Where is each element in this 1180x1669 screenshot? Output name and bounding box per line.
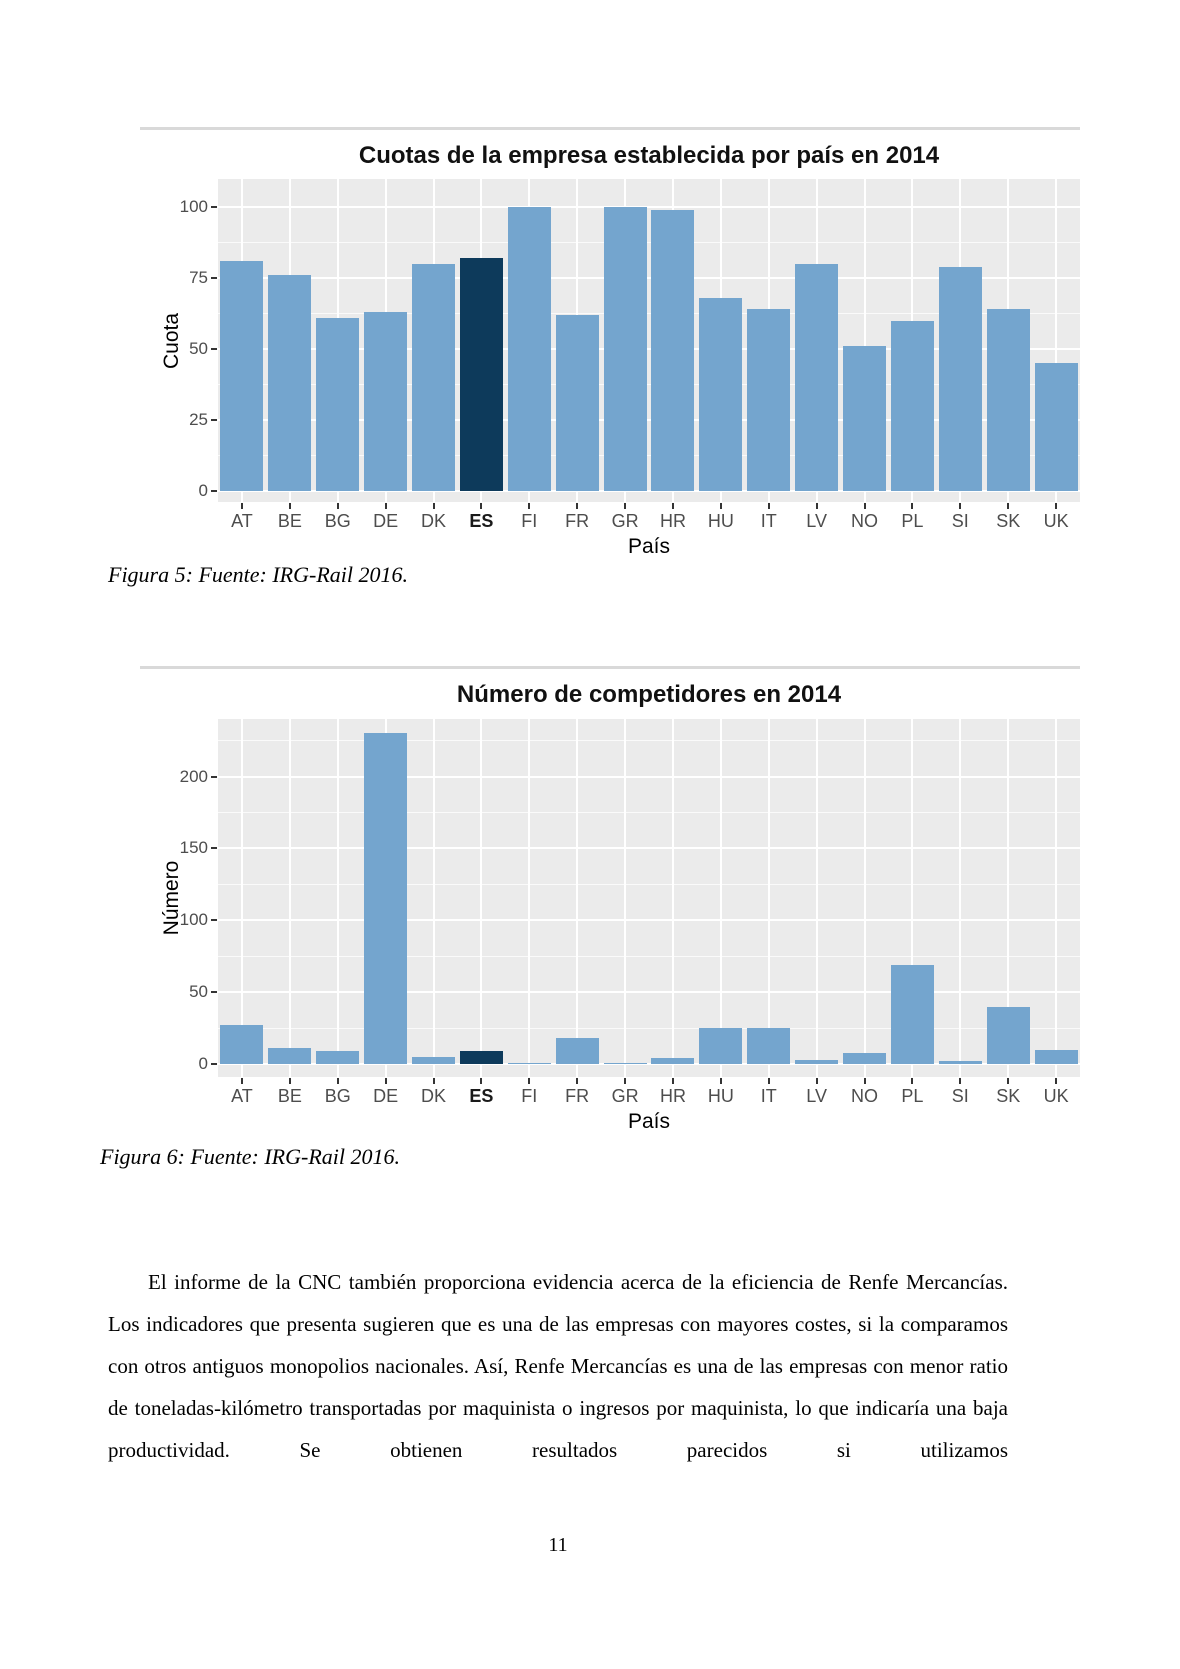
bar-HR [651,210,694,491]
bar-NO [843,1053,886,1065]
bar-BE [268,1048,311,1064]
bar-FI [508,1063,551,1064]
y-tick-mark [211,419,217,421]
v-gridline [864,719,866,1077]
v-gridline [337,719,339,1077]
bar-UK [1035,363,1078,491]
bar-DE [364,733,407,1064]
x-tick-mark [816,1078,818,1084]
x-tick-mark [337,1078,339,1084]
y-tick-label: 200 [179,766,208,786]
x-tick-mark [959,1078,961,1084]
y-tick-mark [211,919,217,921]
x-tick-mark [433,1078,435,1084]
v-gridline [816,719,818,1077]
bar-AT [220,261,263,491]
v-gridline [768,719,770,1077]
bar-FR [556,315,599,491]
x-tick-label-DK: DK [421,1086,447,1106]
bar-GR [604,1063,647,1064]
x-tick-label-IT: IT [760,1086,777,1106]
x-tick-label-GR: GR [611,1086,639,1106]
bar-ES [460,1051,503,1064]
minor-gridline [218,1028,1080,1029]
x-axis-labels [218,511,1080,532]
y-axis-title: Cuota [160,312,183,370]
v-gridline [624,719,626,1077]
x-tick-mark [1055,503,1057,509]
x-tick-mark [576,503,578,509]
major-gridline [218,847,1080,849]
bar-HR [651,1058,694,1064]
y-tick-mark [211,991,217,993]
y-tick-mark [211,1063,217,1065]
y-tick-mark [211,277,217,279]
bar-FI [508,207,551,491]
x-tick-mark [385,1078,387,1084]
x-tick-label-BG: BG [324,1086,351,1106]
x-tick-mark [289,1078,291,1084]
bar-SK [987,1007,1030,1065]
x-tick-label-LV: LV [806,511,827,531]
v-gridline [1055,719,1057,1077]
major-gridline [218,919,1080,921]
y-tick-mark [211,847,217,849]
v-gridline [720,719,722,1077]
bar-DE [364,312,407,491]
chart-title: Cuotas de la empresa establecida por país en 2014 [358,142,940,169]
x-tick-mark [241,503,243,509]
y-tick-mark [211,776,217,778]
y-tick-label: 0 [198,481,208,500]
x-tick-mark [528,503,530,509]
minor-gridline [218,812,1080,813]
v-gridline [576,719,578,1077]
bar-UK [1035,1050,1078,1064]
bar-PL [891,965,934,1064]
chart-panel [218,719,1080,1077]
x-tick-label-FR: FR [565,1086,590,1106]
bar-DK [412,1057,455,1064]
y-tick-label: 50 [189,982,208,1002]
x-tick-label-GR: GR [611,511,639,531]
y-tick-label: 100 [179,197,208,216]
x-tick-mark [911,503,913,509]
x-tick-mark [864,1078,866,1084]
body-paragraph: El informe de la CNC también proporciona evidencia acerca de la eficiencia de Renfe Mercancías. Los indicadores que presenta sugieren que es una de las empresas con mayores costes, si la comparamos con otros antiguos monopolios nacionales. Así, Renfe Mercancías es una de las empresas con menor ratio de toneladas-kilómetro transportadas por maquinista o ingresos por maquinista, lo que indicaría una baja productividad. Se obtienen resultados parecidos si utilizamos [108,1270,1008,1462]
major-gridline [218,776,1080,778]
minor-gridline [218,242,1080,243]
v-gridline [480,719,482,1077]
x-tick-label-ES: ES [469,1086,494,1106]
x-tick-label-FR: FR [565,511,590,531]
bar-GR [604,207,647,491]
x-tick-mark [241,1078,243,1084]
x-tick-label-AT: AT [231,511,253,531]
minor-gridline [218,740,1080,741]
x-tick-label-BE: BE [277,511,302,531]
x-tick-mark [528,1078,530,1084]
bar-BG [316,318,359,491]
minor-gridline [218,956,1080,957]
bar-HU [699,1028,742,1064]
bar-HU [699,298,742,491]
y-tick-label: 75 [189,268,208,287]
figure-5-caption: Figura 5: Fuente: IRG-Rail 2016. [108,562,408,587]
x-tick-label-HR: HR [659,511,686,531]
bar-LV [795,1060,838,1064]
y-tick-label: 50 [189,339,208,358]
x-axis-title: País [627,1110,671,1133]
x-tick-label-BE: BE [277,1086,302,1106]
x-tick-mark [433,503,435,509]
x-tick-mark [672,1078,674,1084]
x-tick-mark [816,503,818,509]
figure-6-chart [140,666,1080,1139]
x-tick-label-NO: NO [851,1086,879,1106]
x-tick-mark [720,503,722,509]
figure-5-chart [140,127,1080,562]
x-tick-label-IT: IT [760,511,777,531]
x-tick-mark [672,503,674,509]
x-tick-label-DE: DE [373,1086,399,1106]
x-tick-label-SI: SI [951,1086,969,1106]
x-tick-label-HR: HR [659,1086,686,1106]
minor-gridline [218,884,1080,885]
page-number: 11 [548,1534,568,1556]
figure-6-caption: Figura 6: Fuente: IRG-Rail 2016. [100,1144,400,1169]
x-tick-label-HU: HU [707,1086,734,1106]
x-tick-mark [1007,1078,1009,1084]
x-tick-mark [624,1078,626,1084]
x-tick-mark [768,1078,770,1084]
v-gridline [959,719,961,1077]
x-tick-label-SK: SK [996,1086,1021,1106]
bar-IT [747,1028,790,1064]
x-tick-label-UK: UK [1043,511,1069,531]
v-gridline [528,719,530,1077]
x-tick-mark [624,503,626,509]
bar-SK [987,309,1030,491]
y-tick-label: 150 [179,838,208,858]
x-tick-mark [1007,503,1009,509]
bar-PL [891,321,934,491]
chart-title: Número de competidores en 2014 [456,681,842,708]
bar-LV [795,264,838,491]
x-tick-label-LV: LV [806,1086,827,1106]
x-tick-mark [864,503,866,509]
v-gridline [433,719,435,1077]
chart-panel [218,179,1080,502]
x-axis-labels [218,1086,1080,1107]
x-tick-label-UK: UK [1043,1086,1069,1106]
v-gridline [672,719,674,1077]
x-tick-label-DK: DK [421,511,447,531]
bar-SI [939,267,982,491]
x-tick-label-SK: SK [996,511,1021,531]
x-tick-mark [768,503,770,509]
bar-NO [843,346,886,491]
bar-AT [220,1025,263,1064]
x-tick-label-SI: SI [951,511,969,531]
x-tick-label-FI: FI [521,511,538,531]
bar-BG [316,1051,359,1064]
x-tick-label-ES: ES [469,511,494,531]
bar-ES [460,258,503,491]
x-tick-mark [576,1078,578,1084]
v-gridline [241,719,243,1077]
x-tick-mark [959,503,961,509]
major-gridline [218,206,1080,208]
x-tick-mark [1055,1078,1057,1084]
major-gridline [218,991,1080,993]
y-tick-mark [211,490,217,492]
x-tick-label-HU: HU [707,511,734,531]
y-axis-title: Número [160,860,183,936]
x-tick-label-BG: BG [324,511,351,531]
y-tick-mark [211,348,217,350]
x-tick-label-DE: DE [373,511,399,531]
bar-IT [747,309,790,491]
x-tick-mark [720,1078,722,1084]
bar-BE [268,275,311,491]
x-tick-mark [480,503,482,509]
x-tick-mark [337,503,339,509]
x-tick-label-PL: PL [901,511,924,531]
v-gridline [289,719,291,1077]
x-tick-label-FI: FI [521,1086,538,1106]
y-tick-label: 25 [189,410,208,429]
x-axis-title: País [627,535,671,558]
x-tick-mark [911,1078,913,1084]
x-tick-label-AT: AT [231,1086,253,1106]
x-tick-mark [289,503,291,509]
y-tick-mark [211,206,217,208]
bar-DK [412,264,455,491]
y-tick-label: 100 [179,910,208,930]
bar-FR [556,1038,599,1064]
bar-SI [939,1061,982,1064]
y-tick-label: 0 [198,1054,208,1073]
x-tick-label-PL: PL [901,1086,924,1106]
x-tick-mark [385,503,387,509]
x-tick-label-NO: NO [851,511,879,531]
x-tick-mark [480,1078,482,1084]
